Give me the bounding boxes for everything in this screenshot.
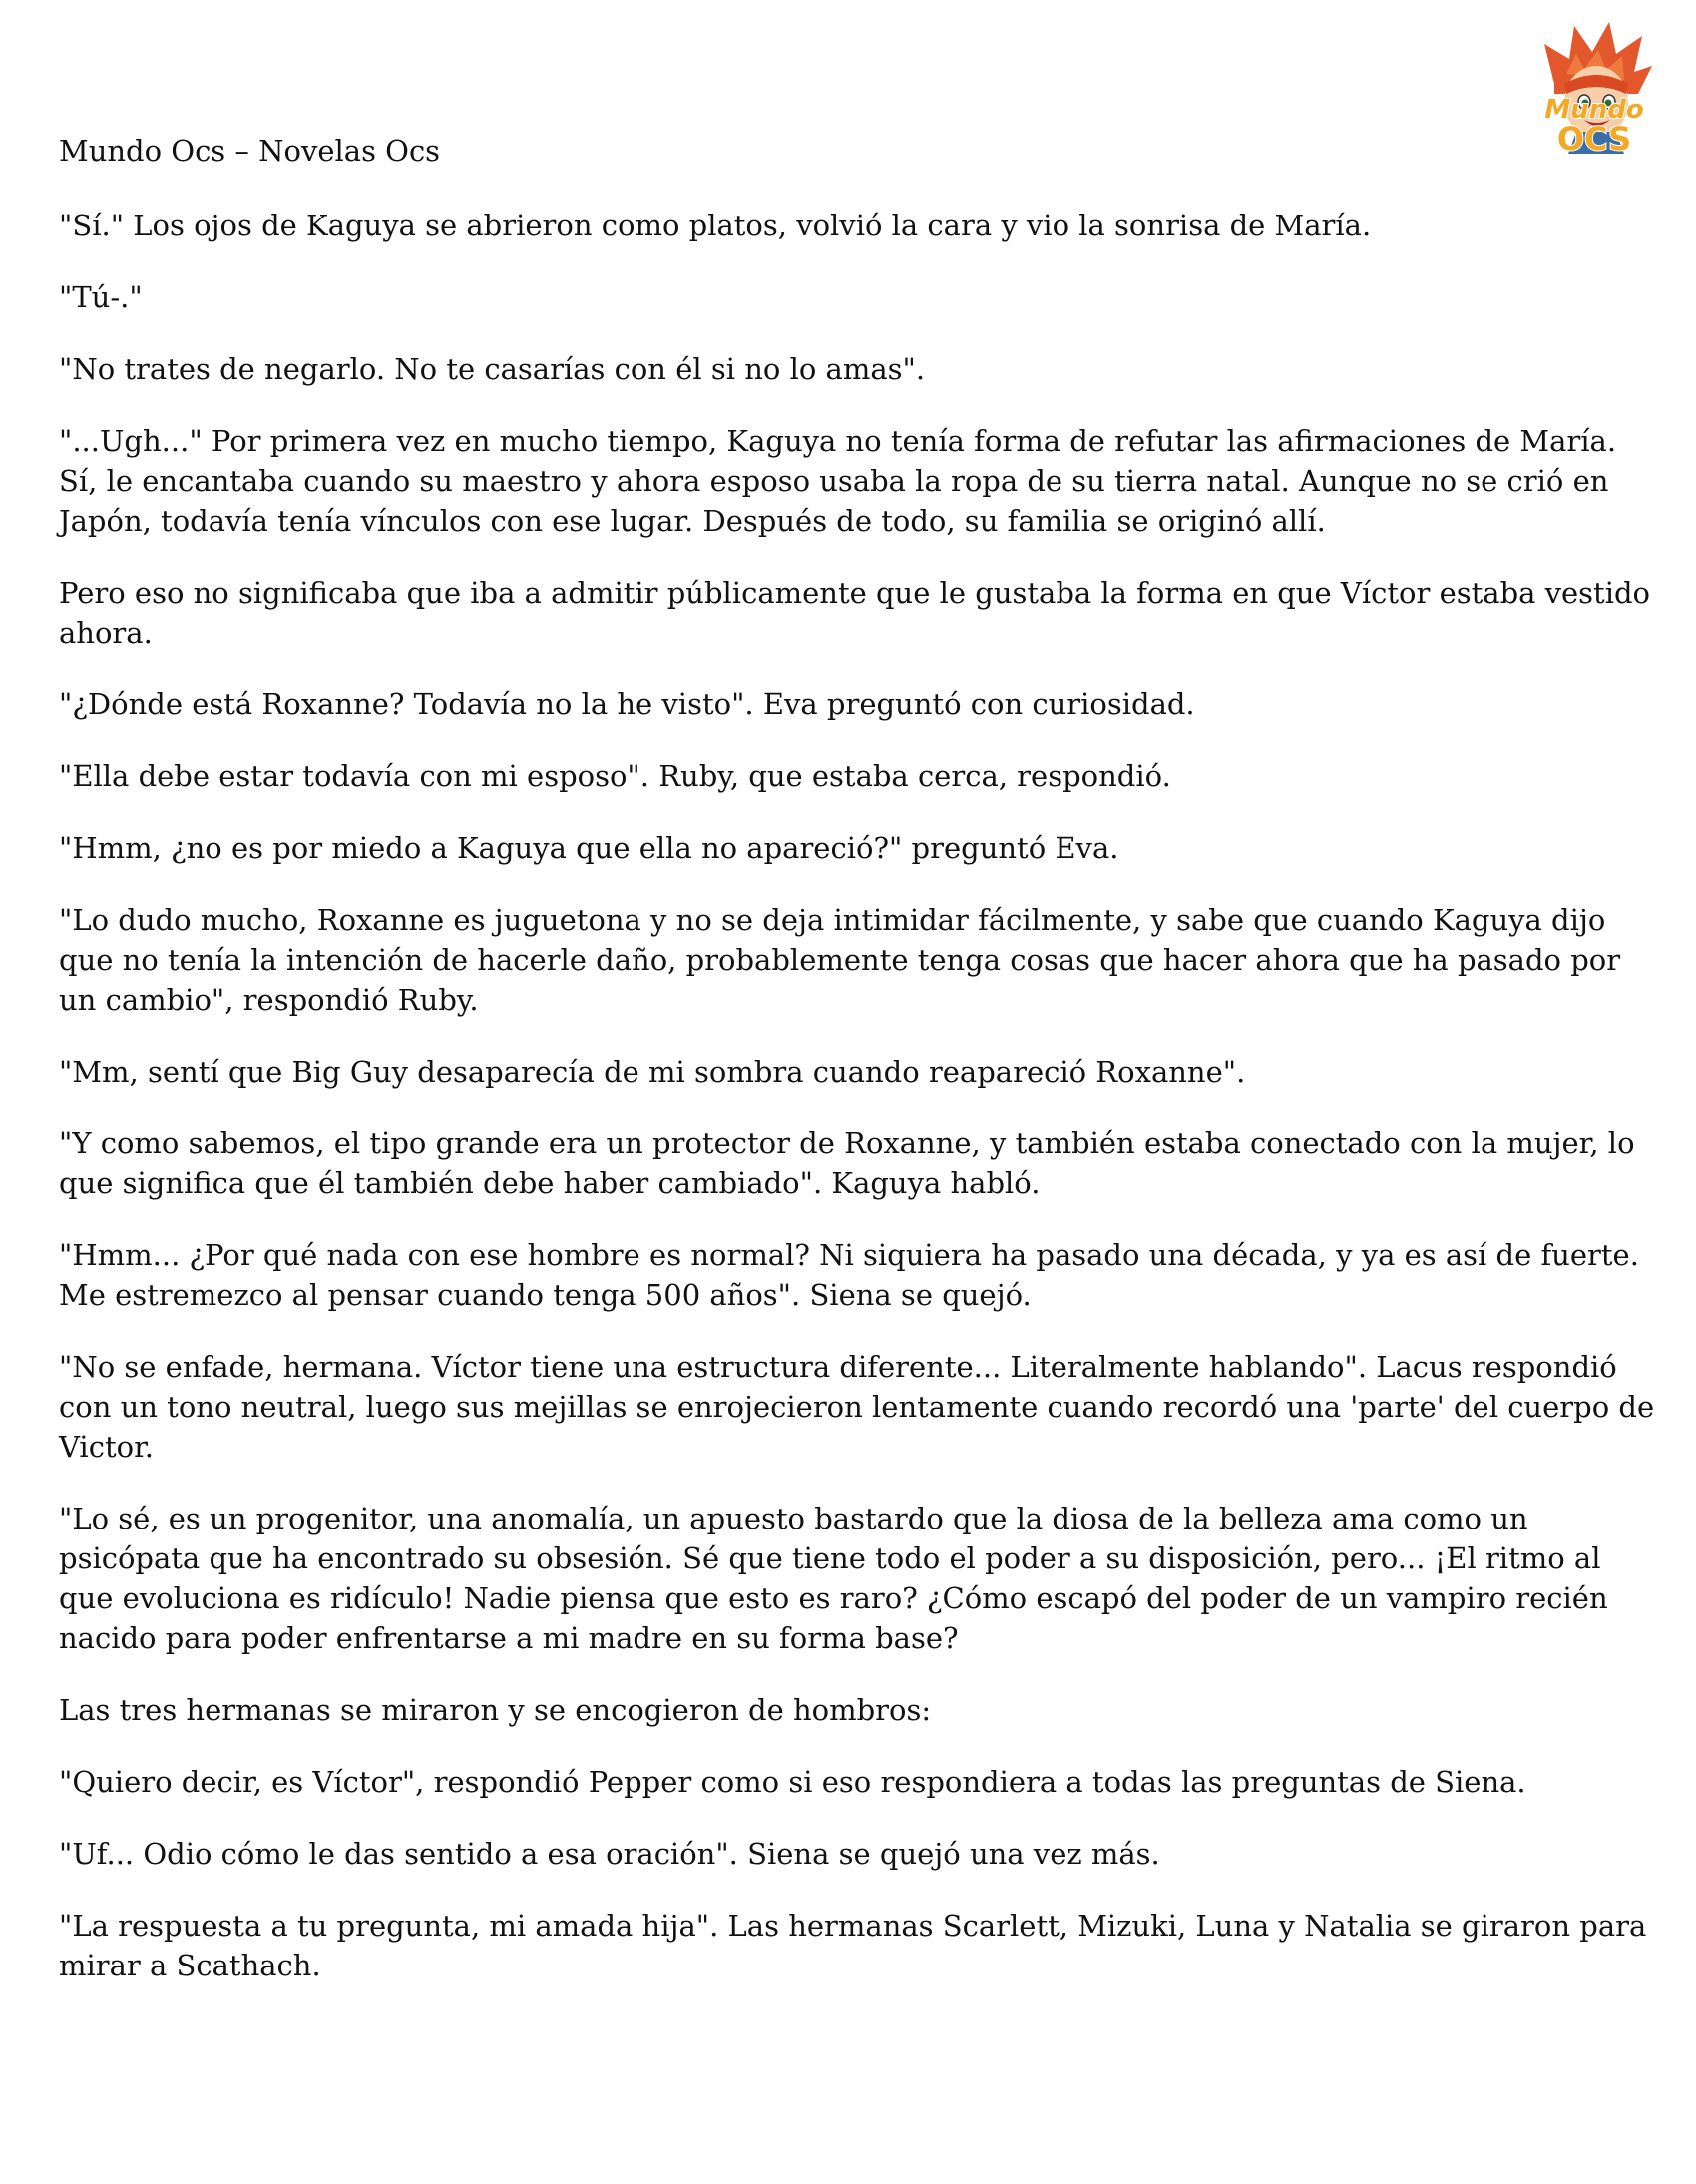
paragraph: "Y como sabemos, el tipo grande era un protector de Roxanne, y también estaba conectado con la mujer, lo que significa que él también debe haber cambiado". Kaguya habló. xyxy=(59,1126,1635,1200)
paragraph: "No se enfade, hermana. Víctor tiene una estructura diferente... Literalmente hablando". Lacus respondió con un tono neutral, luego sus mejillas se enrojecieron lentamente cuando recordó una 'parte' del cuerpo de Victor. xyxy=(59,1350,1655,1464)
logo-text-line2: OCS xyxy=(1556,120,1632,158)
paragraph: "Sí." Los ojos de Kaguya se abrieron como platos, volvió la cara y vio la sonrisa de María. xyxy=(59,209,1372,242)
paragraph: "Hmm, ¿no es por miedo a Kaguya que ella no apareció?" preguntó Eva. xyxy=(59,831,1119,865)
paragraph: "Uf... Odio cómo le das sentido a esa oración". Siena se quejó una vez más. xyxy=(59,1837,1160,1871)
mundo-ocs-logo-icon xyxy=(1514,14,1674,174)
paragraph: "...Ugh..." Por primera vez en mucho tiempo, Kaguya no tenía forma de refutar las afirmaciones de María. Sí, le encantaba cuando su maestro y ahora esposo usaba la ropa de su tierra natal. Aunque no se crió en Japón, todavía tenía vínculos con ese lugar. Después de todo, su familia se originó allí. xyxy=(59,424,1617,538)
paragraph: Pero eso no significaba que iba a admitir públicamente que le gustaba la forma en que Víctor estaba vestido ahora. xyxy=(59,576,1651,650)
paragraph: "La respuesta a tu pregunta, mi amada hija". Las hermanas Scarlett, Mizuki, Luna y Natalia se giraron para mirar a Scathach. xyxy=(59,1909,1647,1982)
paragraph: "Quiero decir, es Víctor", respondió Pepper como si eso respondiera a todas las preguntas de Siena. xyxy=(59,1765,1526,1799)
paragraph: "Hmm... ¿Por qué nada con ese hombre es normal? Ni siquiera ha pasado una década, y ya es así de fuerte. Me estremezco al pensar cuando tenga 500 años". Siena se quejó. xyxy=(59,1238,1639,1312)
logo-text-line1: Mundo xyxy=(1544,95,1644,125)
paragraph: Las tres hermanas se miraron y se encogieron de hombros: xyxy=(59,1693,932,1727)
paragraph: "Lo dudo mucho, Roxanne es juguetona y no se deja intimidar fácilmente, y sabe que cuando Kaguya dijo que no tenía la intención de hacerle daño, probablemente tenga cosas que hacer ahora que ha pasado por un cambio", respondió Ruby. xyxy=(59,903,1621,1017)
paragraph: "Mm, sentí que Big Guy desaparecía de mi sombra cuando reapareció Roxanne". xyxy=(59,1055,1246,1089)
document-body xyxy=(59,206,1655,2017)
paragraph: "No trates de negarlo. No te casarías con él si no lo amas". xyxy=(59,352,926,386)
paragraph: "Tú-." xyxy=(59,280,143,314)
paragraph: "Lo sé, es un progenitor, una anomalía, un apuesto bastardo que la diosa de la belleza ama como un psicópata que ha encontrado su obsesión. Sé que tiene todo el poder a su disposición, pero... ¡El ritmo al que evoluciona es ridículo! Nadie piensa que esto es raro? ¿Cómo escapó del poder de un vampiro recién nacido para poder enfrentarse a mi madre en su forma base? xyxy=(59,1502,1608,1655)
paragraph: "¿Dónde está Roxanne? Todavía no la he visto". Eva preguntó con curiosidad. xyxy=(59,687,1195,721)
page-header: Mundo Ocs – Novelas Ocs xyxy=(59,134,441,168)
paragraph: "Ella debe estar todavía con mi esposo". Ruby, que estaba cerca, respondió. xyxy=(59,759,1171,793)
